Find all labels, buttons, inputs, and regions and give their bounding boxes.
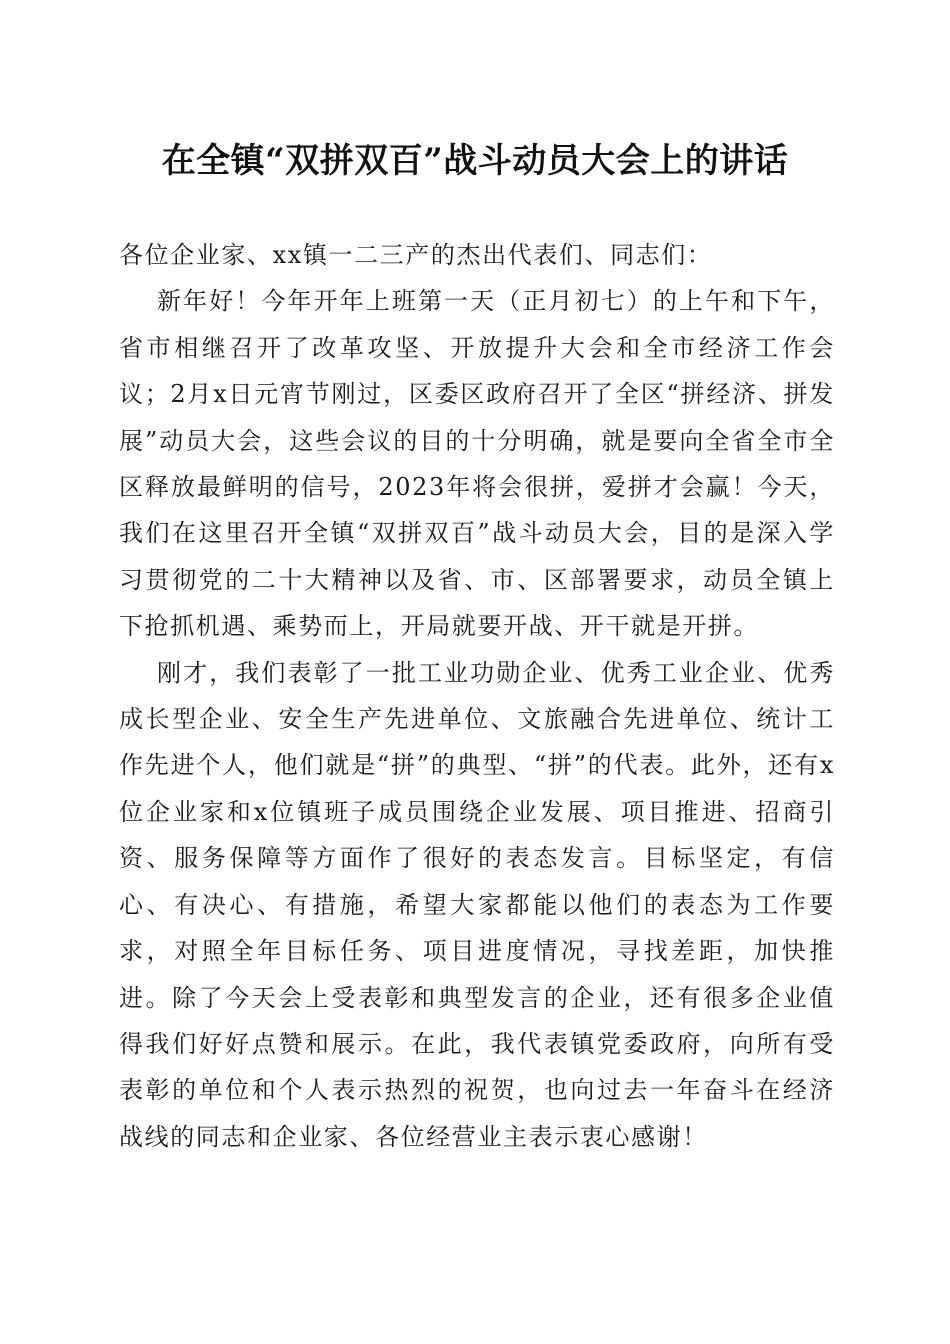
salutation: 各位企业家、xx镇一二三产的杰出代表们、同志们：	[119, 241, 713, 269]
paragraph-1: 新年好！今年开年上班第一天（正月初七）的上午和下午，省市相继召开了改革攻坚、开放提升大会和全市经济工作会议；2月x日元宵节刚过，区委区政府召开了全区“拼经济、拼发展”动员大会，这些会议的目的十分明确，就是要向全省全市全区释放最鲜明的信号，2023年将会很拼，爱拼才会赢！今天，我们在这里召开全镇“双拼双百”战斗动员大会，目的是深入学习贯彻党的二十大精神以及省、市、区部署要求，动员全镇上下抢抓机遇、乘势而上，开局就要开战、开干就是开拼。	[119, 287, 835, 641]
document-body	[119, 232, 835, 1160]
document-title: 在全镇“双拼双百”战斗动员大会上的讲话	[161, 141, 789, 181]
paragraph-2: 刚才，我们表彰了一批工业功勋企业、优秀工业企业、优秀成长型企业、安全生产先进单位、文旅融合先进单位、统计工作先进个人，他们就是“拼”的典型、“拼”的代表。此外，还有x位企业家和x位镇班子成员围绕企业发展、项目推进、招商引资、服务保障等方面作了很好的表态发言。目标坚定，有信心、有决心、有措施，希望大家都能以他们的表态为工作要求，对照全年目标任务、项目进度情况，寻找差距，加快推进。除了今天会上受表彰和典型发言的企业，还有很多企业值得我们好好点赞和展示。在此，我代表镇党委政府，向所有受表彰的单位和个人表示热烈的祝贺，也向过去一年奋斗在经济战线的同志和企业家、各位经营业主表示衷心感谢！	[119, 658, 835, 1151]
